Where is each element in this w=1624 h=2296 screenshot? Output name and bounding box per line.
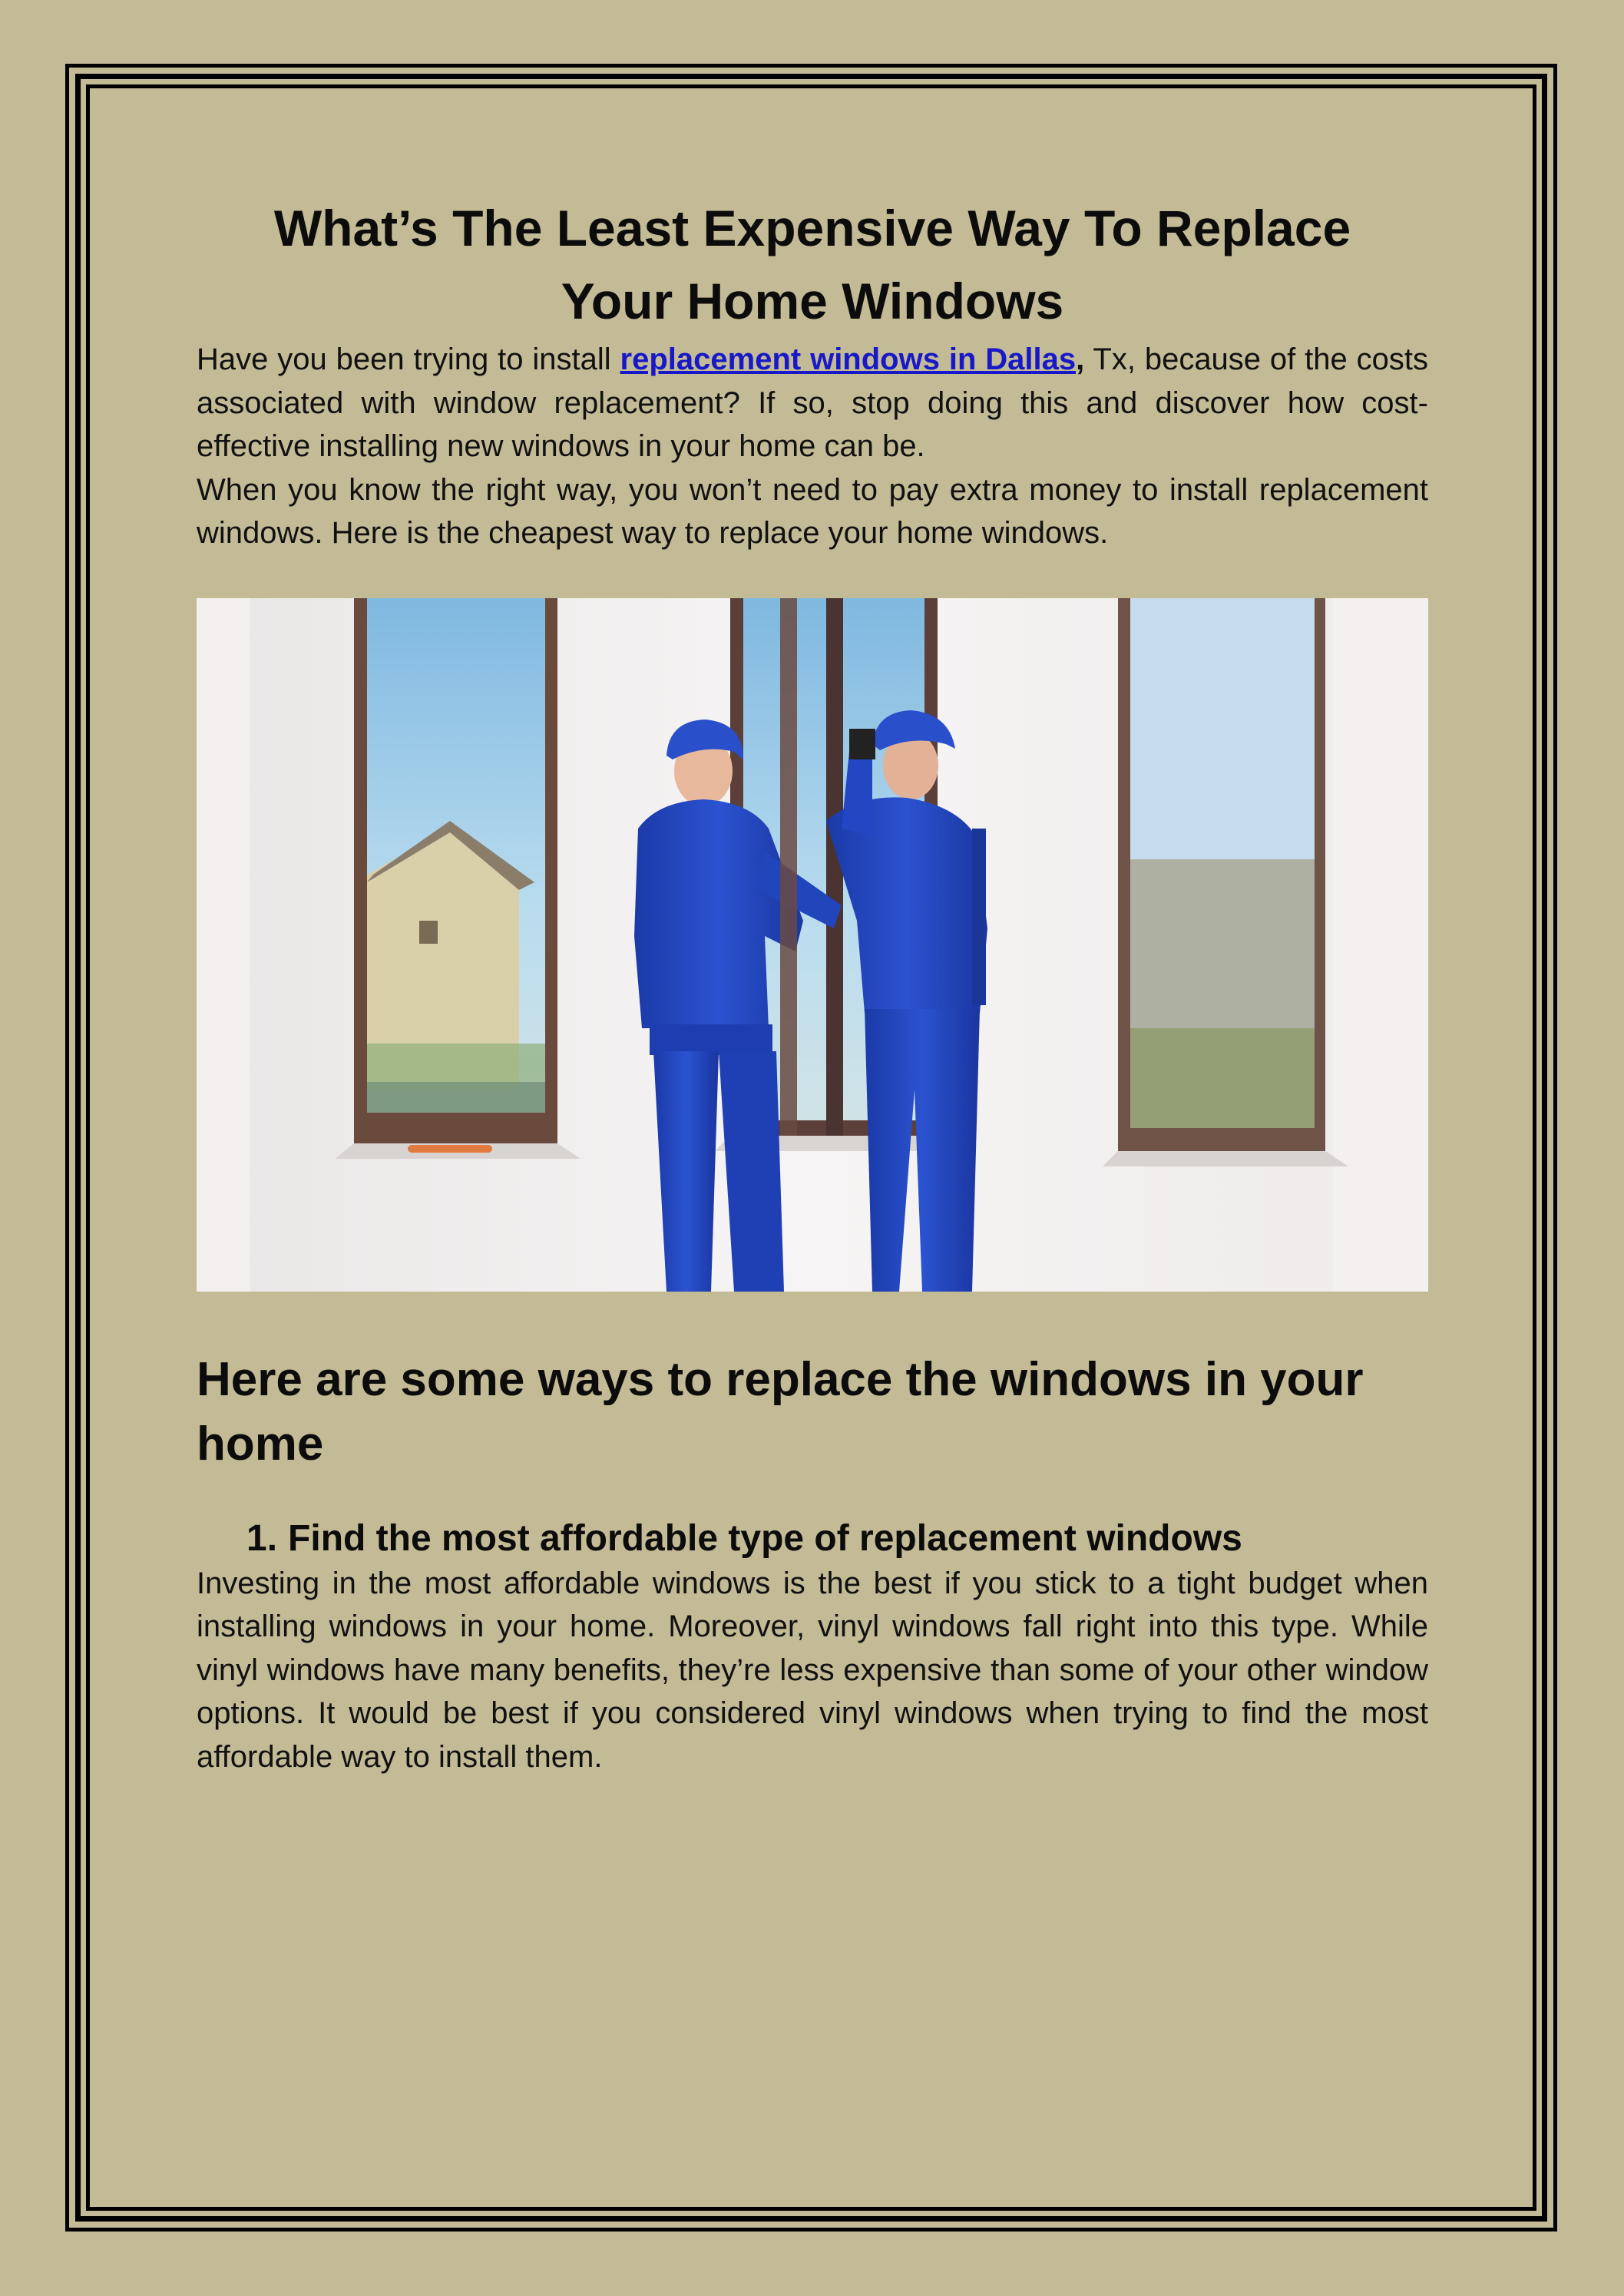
third-paragraph: Investing in the most affordable windows is the best if you stick to a tight budget when installing windows in your home. Moreover, vinyl windows fall right into this type. While vinyl windows have many benefits, they’re less expensive than some of your other window options. It would be best if you considered vinyl windows when trying to find the most affordable way to install them. — [197, 1566, 1428, 1774]
list-item-number: 1. — [246, 1517, 278, 1559]
link-comma: , — [1076, 342, 1085, 376]
section-heading: Here are some ways to replace the windows in your home — [197, 1352, 1364, 1471]
document-body — [197, 192, 1428, 1778]
second-paragraph: When you know the right way, you won’t need to pay extra money to install replacement windows. Here is the cheapest way to replace your home windows. — [197, 472, 1428, 550]
workers-installing-window-photo — [197, 598, 1428, 1292]
intro-paragraph — [197, 338, 1428, 468]
list-item-title: Find the most affordable type of replacement windows — [288, 1517, 1242, 1559]
intro-text-after-link: Tx, because of the costs associated with window replacement? If so, stop doing this and discover how cost-effective installing new windows in your home can be. — [197, 342, 1428, 463]
intro-text-before-link: Have you been trying to install — [197, 342, 620, 376]
list-item-heading — [197, 1516, 1428, 1562]
page-title: What’s The Least Expensive Way To Replace Your Home Windows — [273, 200, 1351, 329]
replacement-windows-link[interactable]: replacement windows in Dallas — [620, 342, 1077, 376]
